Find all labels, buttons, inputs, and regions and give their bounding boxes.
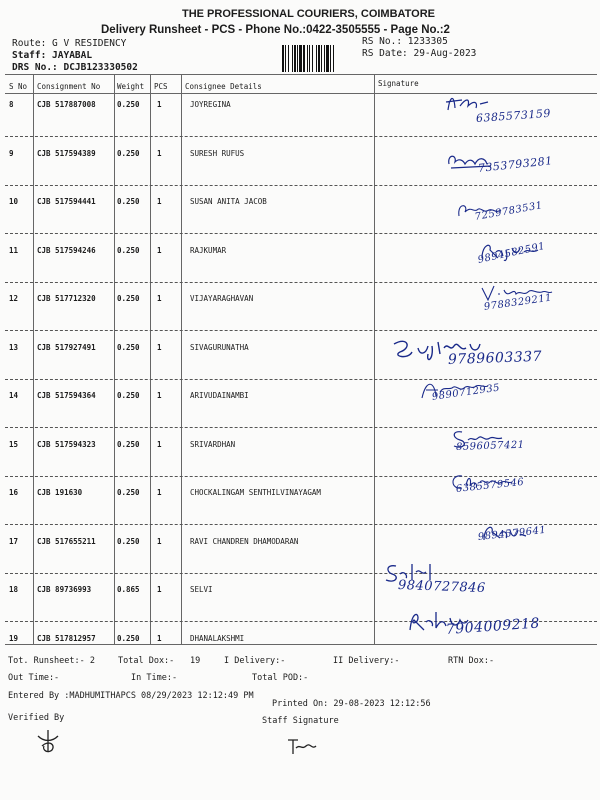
row-weight: 0.250 [117,391,140,400]
row-separator [5,185,597,186]
row-consignment-no: CJB 517594364 [37,391,96,400]
row-sno: 14 [9,391,19,400]
staff-signature [284,734,320,756]
row-pcs: 1 [157,100,162,109]
col-divider [33,74,34,644]
col-header-consignment: Consignment No [37,82,101,91]
company-title: THE PROFESSIONAL COURIERS, COIMBATORE [182,8,436,20]
row-pcs: 1 [157,343,162,352]
rs-number: RS No.: 1233305 [362,36,448,47]
row-consignment-no: CJB 517812957 [37,634,96,643]
row-consignee: RAVI CHANDREN DHAMODARAN [190,537,299,546]
row-sno: 15 [9,440,19,449]
row-consignee: SUSAN ANITA JACOB [190,197,267,206]
verified-by: Verified By [8,713,65,723]
ii-delivery: II Delivery:- [333,656,400,666]
drs-number: DRS No.: DCJB123330502 [12,62,138,73]
row-separator [5,573,597,574]
total-runsheet: Tot. Runsheet:- 2 [8,656,95,666]
row-consignment-no: CJB 517655211 [37,537,96,546]
handwritten-phone: 9788329211 [483,292,553,313]
row-pcs: 1 [157,149,162,158]
col-divider [374,74,375,644]
in-time: In Time:- [131,673,178,683]
barcode [282,45,354,72]
col-header-sno: S No [9,82,28,91]
row-weight: 0.250 [117,197,140,206]
handwritten-phone: 9890712935 [431,382,501,403]
row-consignee: SELVI [190,585,213,594]
row-consignment-no: CJB 517594441 [37,197,96,206]
row-sno: 13 [9,343,19,352]
row-weight: 0.250 [117,440,140,449]
row-consignee: SRIVARDHAN [190,440,236,449]
handwritten-phone: 6385579546 [455,476,525,495]
total-dox-label: Total Dox:- [118,656,175,666]
row-weight: 0.250 [117,149,140,158]
col-header-pcs: PCS [154,82,168,91]
row-consignment-no: CJB 517594246 [37,246,96,255]
row-sno: 10 [9,197,19,206]
barcode-bar [334,45,335,72]
row-weight: 0.250 [117,294,140,303]
col-header-signature: Signature [378,79,419,88]
row-consignment-no: CJB 89736993 [37,585,92,594]
row-weight: 0.250 [117,100,140,109]
total-dox-value: 19 [190,656,201,666]
row-consignee: SIVAGURUNATHA [190,343,249,352]
total-pod: Total POD:- [252,673,309,683]
rs-date: RS Date: 29-Aug-2023 [362,48,477,59]
out-time: Out Time:- [8,673,60,683]
row-weight: 0.250 [117,634,140,643]
row-sno: 8 [9,100,14,109]
rtn-dox: RTN Dox:- [448,656,495,666]
col-header-consignee: Consignee Details [185,82,262,91]
row-weight: 0.865 [117,585,140,594]
handwritten-phone: 9840727846 [397,578,486,597]
staff-signature-label: Staff Signature [262,716,339,726]
row-pcs: 1 [157,246,162,255]
row-weight: 0.250 [117,537,140,546]
row-sno: 9 [9,149,14,158]
row-sno: 12 [9,294,19,303]
row-consignee: JOYREGINA [190,100,231,109]
i-delivery: I Delivery:- [224,656,286,666]
row-sno: 19 [9,634,19,643]
col-divider [114,74,115,644]
handwritten-phone: 9789603337 [447,348,543,368]
row-consignee: RAJKUMAR [190,246,227,255]
row-consignment-no: CJB 517594323 [37,440,96,449]
row-pcs: 1 [157,488,162,497]
row-consignee: ARIVUDAINAMBI [190,391,249,400]
table-top-rule [5,74,597,75]
handwritten-phone: 7353793281 [477,154,554,175]
row-consignment-no: CJB 191630 [37,488,83,497]
col-divider [150,74,151,644]
printed-on: Printed On: 29-08-2023 12:12:56 [272,699,431,709]
row-sno: 11 [9,246,19,255]
route-label: Route: G V RESIDENCY [12,38,127,49]
row-pcs: 1 [157,537,162,546]
row-separator [5,136,597,137]
handwritten-phone: 8596057421 [455,439,525,453]
row-pcs: 1 [157,440,162,449]
row-weight: 0.250 [117,343,140,352]
row-pcs: 1 [157,634,162,643]
col-divider [181,74,182,644]
row-separator [5,330,597,331]
row-weight: 0.250 [117,246,140,255]
verifier-signature [34,728,64,754]
row-consignee: DHANALAKSHMI [190,634,245,643]
row-consignee: SURESH RUFUS [190,149,245,158]
row-sno: 18 [9,585,19,594]
handwritten-phone: 7904009218 [445,615,541,638]
table-bottom-rule [5,644,597,645]
row-separator [5,233,597,234]
runsheet-title: Delivery Runsheet - PCS - Phone No.:0422-3505555 - Page No.:2 [101,24,450,36]
row-consignment-no: CJB 517594389 [37,149,96,158]
row-consignment-no: CJB 517887008 [37,100,96,109]
handwritten-phone: 9894582591 [476,240,547,266]
row-consignee: CHOCKALINGAM SENTHILVINAYAGAM [190,488,321,497]
staff-label: Staff: JAYABAL [12,50,93,61]
entered-by: Entered By :MADHUMITHAPCS 08/29/2023 12:12:49 PM [8,691,254,701]
row-consignment-no: CJB 517712320 [37,294,96,303]
row-pcs: 1 [157,294,162,303]
handwritten-phone: 7259783531 [474,200,544,223]
handwritten-phone: 6385573159 [475,106,552,125]
row-pcs: 1 [157,585,162,594]
row-pcs: 1 [157,391,162,400]
row-sno: 16 [9,488,19,497]
row-consignee: VIJAYARAGHAVAN [190,294,254,303]
handwritten-phone: 9894579641 [477,524,547,543]
row-separator [5,379,597,380]
row-weight: 0.250 [117,488,140,497]
row-consignment-no: CJB 517927491 [37,343,96,352]
row-sno: 17 [9,537,19,546]
row-pcs: 1 [157,197,162,206]
col-header-weight: Weight [117,82,145,91]
